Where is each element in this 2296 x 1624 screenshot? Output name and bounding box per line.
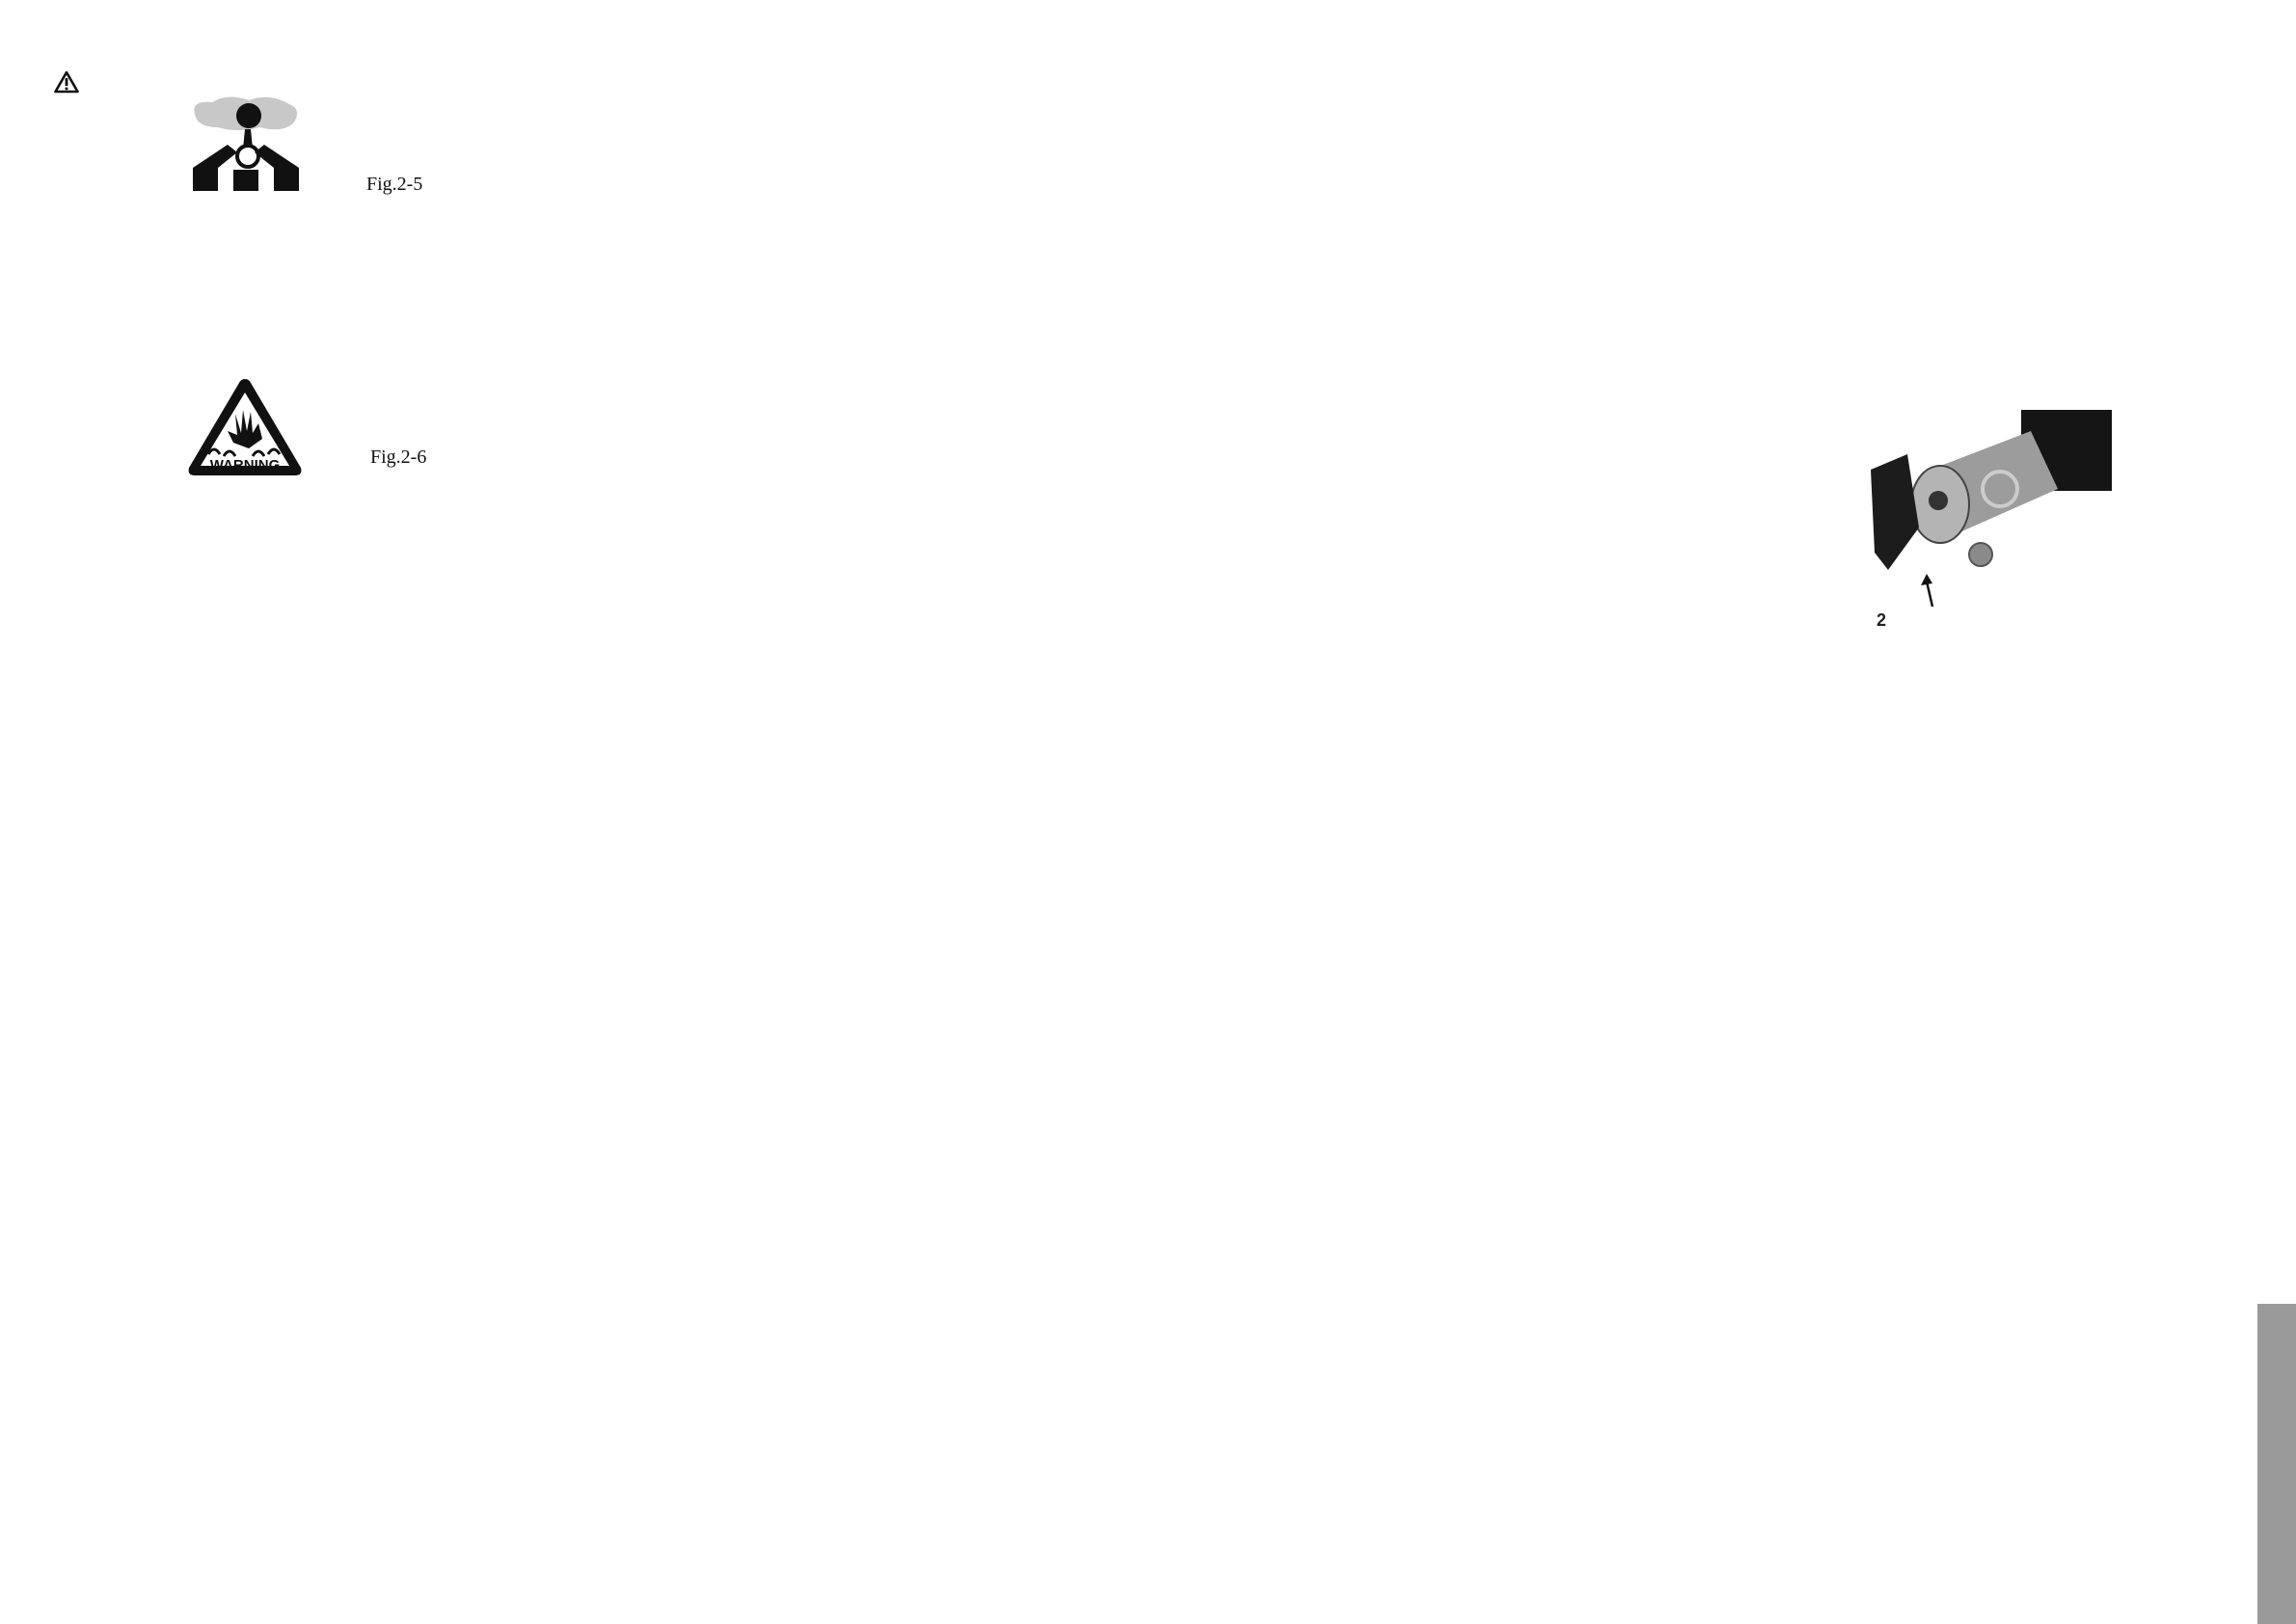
figure-caption: Fig.2-6 bbox=[370, 447, 427, 468]
figure-caption: Fig.2-5 bbox=[366, 174, 423, 195]
warning-triangle-icon bbox=[54, 70, 79, 94]
svg-text:WARNING: WARNING bbox=[209, 457, 281, 474]
hot-surface-icon bbox=[185, 375, 305, 479]
part-number-label: 2 bbox=[1877, 610, 1887, 630]
side-tab bbox=[2257, 1304, 2296, 1624]
toxic-fumes-icon bbox=[189, 95, 303, 193]
attachment-coupler-photo bbox=[1838, 408, 2112, 630]
